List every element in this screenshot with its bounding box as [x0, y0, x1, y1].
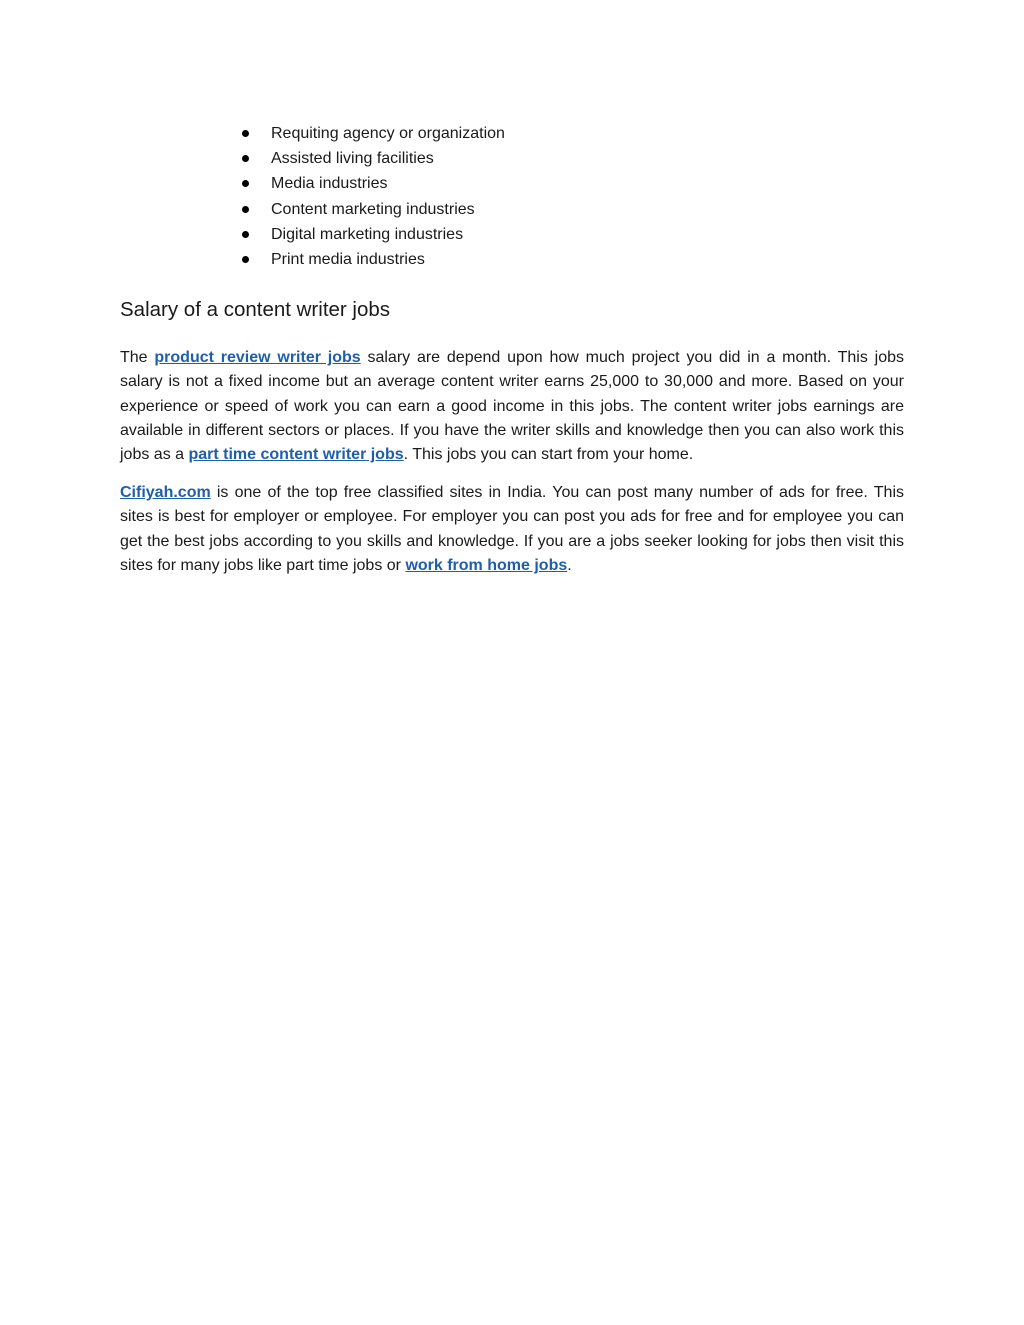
bullet-icon [242, 155, 249, 162]
section-heading: Salary of a content writer jobs [120, 298, 391, 321]
paragraph-text: is one of the top free classified sites in India. You can post many number of ads for free. This sites is best for employer or employee. For employer you can post you ads for free and for employee you can get the best jobs according to you skills and knowledge. If you are a jobs seeker looking for jobs then visit this sites for many jobs like part time jobs or [120, 484, 904, 574]
bullet-icon [242, 206, 249, 213]
list-item [240, 146, 505, 171]
list-item [240, 171, 505, 196]
list-item-label: Digital marketing industries [271, 225, 464, 243]
list-item [240, 197, 505, 222]
list-item [240, 222, 505, 247]
product-review-writer-jobs-link[interactable]: product review writer jobs [154, 349, 361, 366]
list-item [240, 121, 505, 146]
list-item-label: Print media industries [271, 250, 425, 268]
list-item-label: Content marketing industries [271, 200, 475, 218]
list-item [240, 247, 505, 272]
part-time-content-writer-jobs-link[interactable]: part time content writer jobs [188, 446, 404, 464]
bullet-icon [242, 231, 249, 238]
paragraph-text: salary are depend upon how much project you did in a month. This jobs salary is not a fixed income but an average content writer earns 25,000 to 30,000 and more. Based on your experience or speed of work you can earn a good income in this jobs. The content writer jobs earnings are available in different sectors or places. If you have the writer skills and knowledge then you can also work this jobs as a [120, 349, 905, 464]
bullet-icon [242, 256, 249, 263]
bullet-icon [242, 130, 249, 137]
list-item-label: Media industries [271, 175, 388, 193]
work-from-home-jobs-link[interactable]: work from home jobs [405, 556, 568, 574]
bullet-icon [242, 180, 249, 187]
list-item-label: Assisted living facilities [271, 150, 434, 168]
list-item-label: Requiting agency or organization [271, 125, 505, 142]
cifiyah-paragraph [120, 481, 904, 578]
paragraph-text: The [120, 349, 155, 366]
paragraph-text: . This jobs you can start from your home. [403, 446, 694, 464]
cifiyah-link[interactable]: Cifiyah.com [120, 484, 211, 501]
paragraph-text: . [567, 556, 572, 574]
salary-paragraph [120, 346, 904, 467]
industries-list [240, 121, 505, 272]
